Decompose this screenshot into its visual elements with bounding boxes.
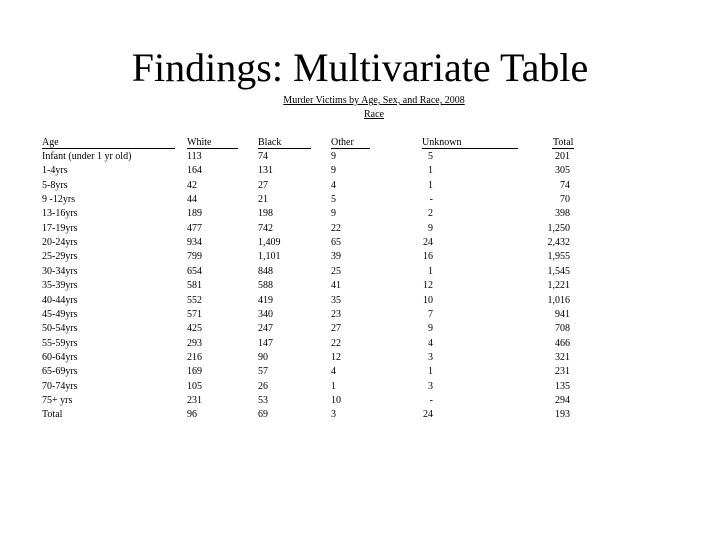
- cell-white: 164: [187, 165, 202, 176]
- cell-other: 12: [331, 352, 341, 363]
- cell-black: 74: [258, 151, 268, 162]
- row-label: 9 -12yrs: [42, 194, 76, 205]
- cell-white: 189: [187, 208, 202, 219]
- cell-unknown: 1: [428, 366, 433, 377]
- cell-unknown: 5: [428, 151, 433, 162]
- cell-white: 231: [187, 395, 202, 406]
- cell-unknown: 10: [423, 295, 433, 306]
- cell-white: 552: [187, 295, 202, 306]
- header-underline: [42, 148, 175, 149]
- cell-total: 2,432: [547, 237, 570, 248]
- cell-other: 41: [331, 280, 341, 291]
- row-label: 30-34yrs: [42, 266, 78, 277]
- cell-black: 198: [258, 208, 273, 219]
- cell-black: 742: [258, 223, 273, 234]
- column-header-black: Black: [258, 137, 282, 148]
- row-label: 45-49yrs: [42, 309, 78, 320]
- row-label: 65-69yrs: [42, 366, 78, 377]
- cell-unknown: 2: [428, 208, 433, 219]
- header-underline: [422, 148, 518, 149]
- cell-black: 419: [258, 295, 273, 306]
- slide-title: Findings: Multivariate Table: [131, 45, 589, 90]
- cell-black: 53: [258, 395, 268, 406]
- cell-total: 135: [555, 381, 570, 392]
- cell-white: 169: [187, 366, 202, 377]
- cell-total: 1,545: [547, 266, 570, 277]
- cell-black: 147: [258, 338, 273, 349]
- cell-total: 1,955: [547, 251, 570, 262]
- cell-other: 3: [331, 409, 336, 420]
- cell-other: 35: [331, 295, 341, 306]
- cell-other: 25: [331, 266, 341, 277]
- cell-total: 70: [560, 194, 570, 205]
- cell-total: 1,221: [547, 280, 570, 291]
- cell-black: 131: [258, 165, 273, 176]
- cell-unknown: 24: [423, 237, 433, 248]
- cell-white: 42: [187, 180, 197, 191]
- cell-other: 39: [331, 251, 341, 262]
- row-label: 50-54yrs: [42, 323, 78, 334]
- header-underline: [552, 148, 574, 149]
- cell-unknown: 7: [428, 309, 433, 320]
- row-label: 20-24yrs: [42, 237, 78, 248]
- cell-white: 654: [187, 266, 202, 277]
- column-header-other: Other: [331, 137, 354, 148]
- cell-black: 90: [258, 352, 268, 363]
- cell-other: 10: [331, 395, 341, 406]
- column-header-white: White: [187, 137, 212, 148]
- cell-total: 941: [555, 309, 570, 320]
- column-header-age: Age: [42, 137, 59, 148]
- cell-white: 581: [187, 280, 202, 291]
- cell-white: 799: [187, 251, 202, 262]
- cell-unknown: 9: [428, 323, 433, 334]
- row-label: 1-4yrs: [42, 165, 68, 176]
- cell-total: 294: [555, 395, 570, 406]
- cell-unknown: 9: [428, 223, 433, 234]
- cell-unknown: 4: [428, 338, 433, 349]
- row-label: 13-16yrs: [42, 208, 78, 219]
- cell-black: 588: [258, 280, 273, 291]
- cell-black: 848: [258, 266, 273, 277]
- cell-total: 1,250: [547, 223, 570, 234]
- cell-black: 26: [258, 381, 268, 392]
- header-underline: [331, 148, 370, 149]
- cell-total: 193: [555, 409, 570, 420]
- cell-unknown: -: [429, 194, 433, 205]
- cell-total: 708: [555, 323, 570, 334]
- cell-total: 231: [555, 366, 570, 377]
- cell-white: 105: [187, 381, 202, 392]
- column-header-total: Total: [553, 137, 574, 148]
- cell-other: 9: [331, 208, 336, 219]
- cell-unknown: 1: [428, 180, 433, 191]
- cell-white: 425: [187, 323, 202, 334]
- cell-unknown: 24: [423, 409, 433, 420]
- cell-unknown: 1: [428, 165, 433, 176]
- cell-other: 4: [331, 180, 336, 191]
- cell-other: 65: [331, 237, 341, 248]
- row-label: 40-44yrs: [42, 295, 78, 306]
- cell-total: 1,016: [547, 295, 570, 306]
- cell-other: 9: [331, 151, 336, 162]
- row-label: 5-8yrs: [42, 180, 68, 191]
- cell-total: 201: [555, 151, 570, 162]
- cell-white: 571: [187, 309, 202, 320]
- cell-black: 21: [258, 194, 268, 205]
- cell-other: 9: [331, 165, 336, 176]
- header-underline: [258, 148, 311, 149]
- cell-unknown: 12: [423, 280, 433, 291]
- cell-white: 216: [187, 352, 202, 363]
- row-label: Total: [42, 409, 63, 420]
- cell-white: 96: [187, 409, 197, 420]
- cell-black: 1,101: [258, 251, 281, 262]
- cell-other: 27: [331, 323, 341, 334]
- cell-other: 1: [331, 381, 336, 392]
- cell-other: 4: [331, 366, 336, 377]
- cell-unknown: 16: [423, 251, 433, 262]
- header-underline: [187, 148, 238, 149]
- row-label: 17-19yrs: [42, 223, 78, 234]
- cell-black: 1,409: [258, 237, 281, 248]
- cell-other: 22: [331, 223, 341, 234]
- cell-black: 247: [258, 323, 273, 334]
- table-caption: Murder Victims by Age, Sex, and Race, 2008: [283, 95, 465, 106]
- column-header-unknown: Unknown: [422, 137, 462, 148]
- cell-unknown: 1: [428, 266, 433, 277]
- row-label: 55-59yrs: [42, 338, 78, 349]
- row-label: Infant (under 1 yr old): [42, 151, 132, 162]
- cell-white: 293: [187, 338, 202, 349]
- cell-total: 321: [555, 352, 570, 363]
- cell-total: 466: [555, 338, 570, 349]
- cell-black: 57: [258, 366, 268, 377]
- cell-black: 340: [258, 309, 273, 320]
- cell-black: 69: [258, 409, 268, 420]
- cell-other: 23: [331, 309, 341, 320]
- cell-white: 934: [187, 237, 202, 248]
- cell-white: 113: [187, 151, 202, 162]
- cell-total: 305: [555, 165, 570, 176]
- cell-white: 44: [187, 194, 197, 205]
- cell-total: 74: [560, 180, 570, 191]
- cell-unknown: 3: [428, 352, 433, 363]
- cell-other: 5: [331, 194, 336, 205]
- cell-unknown: -: [429, 395, 433, 406]
- row-label: 25-29yrs: [42, 251, 78, 262]
- row-label: 70-74yrs: [42, 381, 78, 392]
- race-subheader: Race: [364, 109, 384, 120]
- cell-white: 477: [187, 223, 202, 234]
- row-label: 75+ yrs: [42, 395, 73, 406]
- cell-black: 27: [258, 180, 268, 191]
- cell-total: 398: [555, 208, 570, 219]
- cell-other: 22: [331, 338, 341, 349]
- row-label: 60-64yrs: [42, 352, 78, 363]
- row-label: 35-39yrs: [42, 280, 78, 291]
- cell-unknown: 3: [428, 381, 433, 392]
